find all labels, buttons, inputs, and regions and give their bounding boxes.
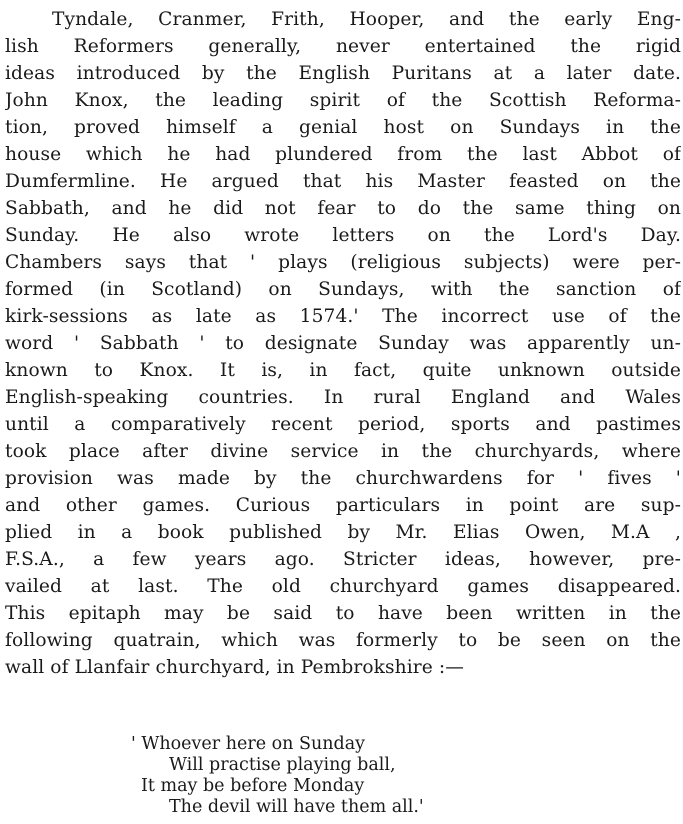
paragraph-line: formed (in Scotland) on Sundays, with the sanction of [5,279,681,300]
paragraph-line: Sabbath, and he did not fear to do the same thing on [5,198,681,219]
paragraph-line: John Knox, the leading spirit of the Scottish Reforma- [5,90,681,111]
paragraph-line: until a comparatively recent period, sports and pastimes [5,414,681,435]
body-paragraph [5,6,681,681]
paragraph-line: kirk-sessions as late as 1574.' The incorrect use of the [5,306,681,327]
paragraph-line: plied in a book published by Mr. Elias Owen, M.A , [5,522,681,543]
paragraph-line: provision was made by the churchwardens for ' fives ' [5,468,681,489]
poem-line: Will practise playing ball, [169,755,396,775]
paragraph-line: took place after divine service in the churchyards, where [5,441,681,462]
poem-line: The devil will have them all.' [169,797,424,817]
paragraph-line: ideas introduced by the English Puritans at a later date. [5,63,681,84]
paragraph-line: Chambers says that ' plays (religious subjects) were per- [5,252,681,273]
paragraph-line: lish Reformers generally, never entertained the rigid [5,36,681,57]
paragraph-line: known to Knox. It is, in fact, quite unknown outside [5,360,681,381]
paragraph-line: Tyndale, Cranmer, Frith, Hooper, and the early Eng- [52,9,681,30]
paragraph-line: vailed at last. The old churchyard games disappeared. [5,576,681,597]
poem-line: ' Whoever here on Sunday [131,734,366,754]
poem-line: It may be before Monday [141,776,365,796]
paragraph-line: wall of Llanfair churchyard, in Pembrokshire :— [5,657,464,678]
paragraph-line: F.S.A., a few years ago. Stricter ideas, however, pre- [5,549,681,570]
paragraph-line: house which he had plundered from the last Abbot of [5,144,681,165]
paragraph-line: English-speaking countries. In rural England and Wales [5,387,681,408]
paragraph-line: This epitaph may be said to have been written in the [5,603,681,624]
paragraph-line: following quatrain, which was formerly to be seen on the [5,630,681,651]
paragraph-line: tion, proved himself a genial host on Sundays in the [5,117,681,138]
paragraph-line: Sunday. He also wrote letters on the Lord's Day. [5,225,681,246]
epitaph-quatrain [131,734,424,818]
paragraph-line: word ' Sabbath ' to designate Sunday was apparently un- [5,333,681,354]
paragraph-line: Dumfermline. He argued that his Master feasted on the [5,171,681,192]
paragraph-line: and other games. Curious particulars in point are sup- [5,495,681,516]
